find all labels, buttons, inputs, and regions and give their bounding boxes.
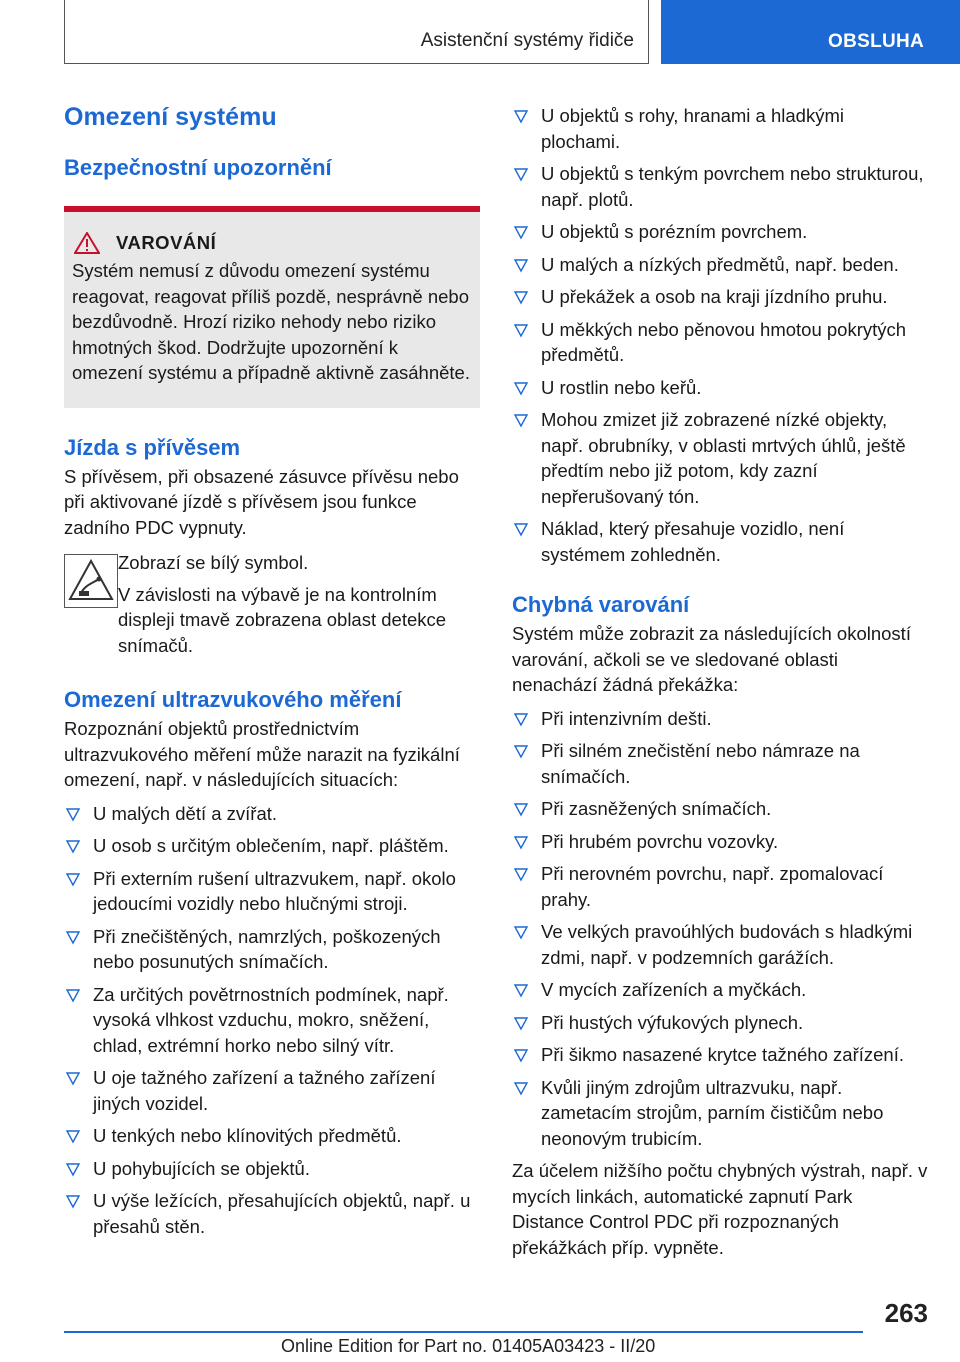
triangle-bullet-icon bbox=[512, 288, 530, 306]
list-item bbox=[64, 833, 480, 859]
warning-triangle-icon bbox=[74, 232, 100, 254]
list-item bbox=[512, 861, 928, 912]
left-column bbox=[64, 100, 480, 1246]
list-item bbox=[512, 706, 928, 732]
list-item bbox=[512, 829, 928, 855]
triangle-bullet-icon bbox=[512, 742, 530, 760]
triangle-bullet-icon bbox=[512, 865, 530, 883]
triangle-bullet-icon bbox=[512, 107, 530, 125]
list-item-text: U objektů s rohy, hranami a hladkými plochami. bbox=[541, 105, 844, 152]
list-item-text: U osob s určitým oblečením, např. pláštěm. bbox=[93, 835, 449, 856]
list-item bbox=[512, 252, 928, 278]
list-item bbox=[512, 919, 928, 970]
list-item bbox=[512, 284, 928, 310]
triangle-bullet-icon bbox=[64, 870, 82, 888]
warning-box bbox=[64, 206, 480, 408]
list-item bbox=[512, 103, 928, 154]
section-tab bbox=[661, 0, 960, 64]
triangle-bullet-icon bbox=[512, 379, 530, 397]
list-item-text: Mohou zmizet již zobrazené nízké objekty, např. obrubníky, v oblasti mrtvých úhlů, ještě předtím nebo již potom, kdy zazní nepřerušovaný tón. bbox=[541, 409, 906, 507]
list-item bbox=[512, 1010, 928, 1036]
trailer-symbol-icon bbox=[64, 554, 118, 608]
warning-text: Systém nemusí z důvodu omezení systému reagovat, reagovat příliš pozdě, nesprávně nebo bezdůvodně. Hrozí riziko nehody nebo riziko hmotných škod. Dodržujte upozornění k omezení systému a případně aktivně zasáhněte. bbox=[72, 260, 470, 383]
triangle-bullet-icon bbox=[64, 1069, 82, 1087]
list-item-text: Kvůli jiným zdrojům ultrazvuku, např. zametacím strojům, parním čističům nebo neonovým trubicím. bbox=[541, 1076, 884, 1149]
triangle-bullet-icon bbox=[512, 256, 530, 274]
list-item-text: U výše ležících, přesahujících objektů, např. u přesahů stěn. bbox=[93, 1190, 471, 1237]
list-item-text: Při silném znečistění nebo námraze na snímačích. bbox=[541, 740, 860, 787]
list-item bbox=[512, 1042, 928, 1068]
symbol-text-1: Zobrazí se bílý symbol. bbox=[118, 552, 309, 573]
list-item-text: U malých a nízkých předmětů, např. beden. bbox=[541, 253, 899, 275]
list-item bbox=[64, 1123, 480, 1149]
list-item bbox=[512, 796, 928, 822]
trailer-text: S přívěsem, při obsazené zásuvce přívěsu nebo při aktivované jízdě s přívěsem jsou funkce zadního PDC vypnuty. bbox=[64, 465, 459, 538]
triangle-bullet-icon bbox=[512, 800, 530, 818]
list-item bbox=[64, 801, 480, 827]
triangle-bullet-icon bbox=[512, 923, 530, 941]
list-item-text: Při intenzivním dešti. bbox=[541, 707, 712, 729]
edition-text: Online Edition for Part no. 01405A03423 - II/20 bbox=[281, 1336, 656, 1356]
false-warnings-heading: Chybná varování bbox=[512, 592, 690, 617]
triangle-bullet-icon bbox=[512, 411, 530, 429]
list-item-text: U měkkých nebo pěnovou hmotou pokrytých předmětů. bbox=[541, 318, 907, 365]
triangle-bullet-icon bbox=[512, 321, 530, 339]
list-item-text: U malých dětí a zvířat. bbox=[93, 802, 278, 824]
list-item bbox=[512, 161, 928, 212]
list-item-text: U překážek a osob na kraji jízdního pruhu. bbox=[541, 286, 888, 307]
limits-list-continued bbox=[512, 103, 928, 567]
triangle-bullet-icon bbox=[64, 837, 82, 855]
list-item-text: Náklad, který přesahuje vozidlo, není systémem zohledněn. bbox=[541, 518, 845, 565]
list-item bbox=[64, 1156, 480, 1182]
triangle-bullet-icon bbox=[512, 1079, 530, 1097]
list-item-text: U pohybujících se objektů. bbox=[93, 1157, 310, 1179]
page-number: 263 bbox=[884, 1298, 928, 1328]
triangle-bullet-icon bbox=[512, 710, 530, 728]
page-heading: Omezení systému bbox=[64, 103, 277, 131]
triangle-bullet-icon bbox=[512, 223, 530, 241]
list-item-text: U oje tažného zařízení a tažného zařízení jiných vozidel. bbox=[93, 1067, 436, 1114]
list-item-text: Za určitých povětrnostních podmínek, např. vysoká vlhkost vzduchu, mokro, sněžení, chlad, extrémní horko nebo silný vítr. bbox=[93, 983, 449, 1056]
footer-divider bbox=[64, 1331, 863, 1333]
list-item bbox=[512, 738, 928, 789]
triangle-bullet-icon bbox=[512, 833, 530, 851]
ultrasonic-heading: Omezení ultrazvukového měření bbox=[64, 687, 402, 712]
triangle-bullet-icon bbox=[512, 1014, 530, 1032]
list-item-text: U objektů s porézním povrchem. bbox=[541, 221, 808, 242]
list-item-text: U rostlin nebo keřů. bbox=[541, 376, 702, 398]
ultrasonic-list bbox=[64, 801, 480, 1240]
list-item-text: Při hustých výfukových plynech. bbox=[541, 1011, 804, 1033]
false-warnings-intro: Systém může zobrazit za následujících okolností varování, ačkoli se ve sledované oblasti nenachází žádná překážka: bbox=[512, 623, 911, 695]
list-item bbox=[512, 1075, 928, 1152]
right-column bbox=[512, 103, 928, 1260]
list-item-text: Při znečištěných, namrzlých, poškozených nebo posunutých snímačích. bbox=[93, 925, 441, 972]
triangle-bullet-icon bbox=[512, 165, 530, 183]
list-item bbox=[512, 516, 928, 567]
list-item-text: Při hrubém povrchu vozovky. bbox=[541, 830, 779, 852]
header-box bbox=[64, 0, 649, 64]
list-item bbox=[64, 866, 480, 917]
list-item-text: Při šikmo nasazené krytce tažného zařízení. bbox=[541, 1044, 904, 1065]
list-item-text: U objektů s tenkým povrchem nebo strukturou, např. plotů. bbox=[541, 163, 924, 210]
list-item bbox=[512, 219, 928, 245]
list-item bbox=[512, 977, 928, 1003]
list-item-text: Při externím rušení ultrazvukem, např. okolo jedoucími vozidly nebo hlučnými stroji. bbox=[93, 867, 456, 914]
triangle-bullet-icon bbox=[64, 805, 82, 823]
warning-header bbox=[74, 232, 472, 254]
triangle-bullet-icon bbox=[64, 1127, 82, 1145]
triangle-bullet-icon bbox=[64, 986, 82, 1004]
section-tab-label: OBSLUHA bbox=[828, 31, 925, 52]
list-item bbox=[64, 1188, 480, 1239]
list-item bbox=[512, 407, 928, 509]
list-item bbox=[64, 924, 480, 975]
triangle-bullet-icon bbox=[64, 1160, 82, 1178]
list-item-text: Při zasněžených snímačích. bbox=[541, 798, 772, 819]
triangle-bullet-icon bbox=[512, 981, 530, 999]
list-item bbox=[64, 1065, 480, 1116]
safety-heading: Bezpečnostní upozornění bbox=[64, 155, 332, 180]
list-item-text: V mycích zařízeních a myčkách. bbox=[541, 979, 807, 1000]
list-item bbox=[512, 375, 928, 401]
trailer-heading: Jízda s přívěsem bbox=[64, 434, 241, 460]
trailer-symbol-row bbox=[64, 550, 480, 658]
false-warnings-list bbox=[512, 706, 928, 1152]
header-title: Asistenční systémy řidiče bbox=[420, 30, 634, 51]
false-warnings-outro: Za účelem nižšího počtu chybných výstrah, např. v mycích linkách, automatické zapnutí Park Distance Control PDC při rozpoznaných překážkách příp. vypněte. bbox=[512, 1160, 928, 1258]
triangle-bullet-icon bbox=[64, 1192, 82, 1210]
triangle-bullet-icon bbox=[64, 928, 82, 946]
triangle-bullet-icon bbox=[512, 520, 530, 538]
triangle-bullet-icon bbox=[512, 1046, 530, 1064]
list-item bbox=[64, 982, 480, 1059]
symbol-text-2: V závislosti na výbavě je na kontrolním displeji tmavě zobrazena oblast detekce snímačů. bbox=[118, 583, 447, 656]
list-item bbox=[512, 317, 928, 368]
list-item-text: Při nerovném povrchu, např. zpomalovací prahy. bbox=[541, 863, 884, 910]
ultrasonic-intro: Rozpoznání objektů prostřednictvím ultrazvukového měření může narazit na fyzikální omezení, např. v následujících situacích: bbox=[64, 718, 460, 790]
list-item-text: Ve velkých pravoúhlých budovách s hladkými zdmi, např. v podzemních garážích. bbox=[541, 921, 913, 968]
list-item-text: U tenkých nebo klínovitých předmětů. bbox=[93, 1125, 402, 1146]
warning-label: VAROVÁNÍ bbox=[116, 232, 217, 253]
